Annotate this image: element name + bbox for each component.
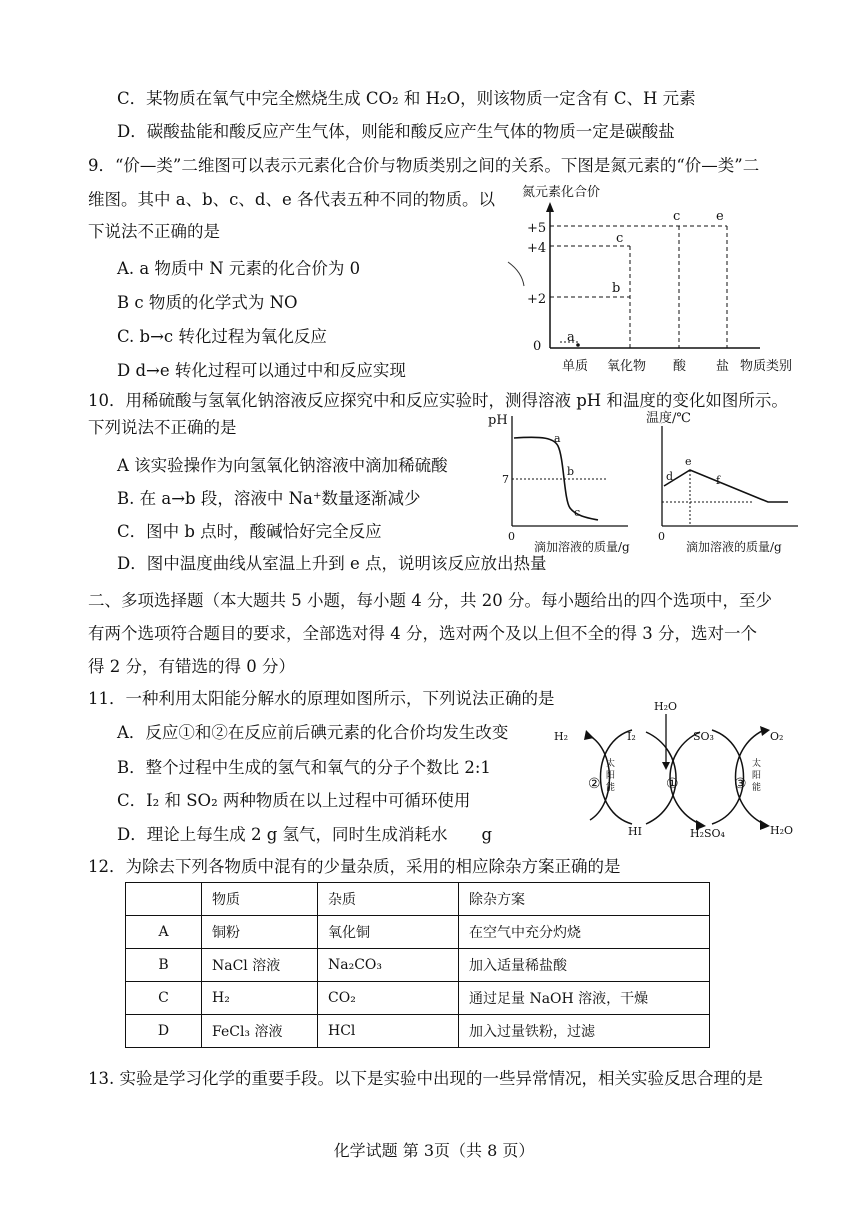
scan-mark [508,262,524,286]
ph-point-b: b [567,465,575,478]
q11-option-a: A．反应①和②在反应前后碘元素的化合价均发生改变 [117,723,509,742]
valence-chart-ylabel: 氮元素化合价 [522,185,601,200]
q11-stem: 11．一种利用太阳能分解水的原理如图所示，下列说法正确的是 [88,689,555,708]
q10-stem-line2: 下列说法不正确的是 [88,418,237,437]
diag-sun-left-1: 太 [606,759,616,769]
temp-point-e: e [685,455,692,468]
category-elemental: 单质 [562,359,589,374]
diag-h2: H₂ [554,730,569,743]
ph-point-c: c [574,506,581,519]
diag-reaction1: ① [666,776,679,792]
ph-chart-ylabel: pH [488,413,508,428]
table-cell: A [126,916,202,949]
q9-option-d: D d→e 转化过程可以通过中和反应实现 [117,361,406,380]
table-cell: FeCl₃ 溶液 [202,1015,318,1048]
q9-stem-line1: 9．“价—类”二维图可以表示元素化合价与物质类别之间的关系。下图是氮元素的“价—类”二 [88,156,760,175]
y-axis-arrow-icon [546,202,554,212]
table-cell: 铜粉 [202,916,318,949]
arrow-to-o2-icon [760,726,770,736]
q9-option-b: B c 物质的化学式为 NO [117,293,298,312]
table-cell: H₂ [202,982,318,1015]
q9-option-c: C. b→c 转化过程为氧化反应 [117,327,327,346]
category-acid: 酸 [673,359,687,374]
q11-option-b: B．整个过程中生成的氢气和氧气的分子个数比 2:1 [117,758,491,777]
ph-tick-7: 7 [502,473,509,486]
q13-stem: 13. 实验是学习化学的重要手段。以下是实验中出现的一些异常情况，相关实验反思合理的是 [88,1069,763,1088]
table-cell: CO₂ [318,982,459,1015]
diag-sun-left-3: 能 [606,783,616,793]
ytick-plus4: +4 [527,241,547,256]
q9-stem-line3: 下说法不正确的是 [88,222,220,241]
table-cell: 通过足量 NaOH 溶液，干燥 [459,982,710,1015]
diag-i2: I₂ [627,730,636,743]
temp-point-f: f [716,474,721,487]
table-header-cell [126,883,202,916]
temp-point-d: d [666,470,674,483]
label-a: a [567,330,575,345]
arrow-to-h2o-out-icon [760,820,770,830]
q11-option-c: C．I₂ 和 SO₂ 两种物质在以上过程中可循环使用 [117,791,471,810]
diag-h2so4: H₂SO₄ [690,827,725,840]
table-header-cell: 除杂方案 [459,883,710,916]
diag-so3: SO₃ [693,730,714,743]
table-row [126,949,710,982]
table-header-cell: 杂质 [318,883,459,916]
diag-reaction3: ③ [734,776,747,792]
ph-chart-xlabel: 滴加溶液的质量/g [534,540,630,554]
table-row [126,982,710,1015]
temp-chart-xlabel: 滴加溶液的质量/g [686,540,782,554]
table-cell: 加入过量铁粉，过滤 [459,1015,710,1048]
section2-line2: 有两个选项符合题目的要求，全部选对得 4 分，选对两个及以上但不全的得 3 分，选对一个 [88,624,757,643]
ph-chart [488,408,638,558]
q10-stem-line1: 10．用稀硫酸与氢氧化钠溶液反应探究中和反应实验时，测得溶液 pH 和温度的变化如图所示。 [88,391,788,410]
label-c-acid: c [673,209,681,224]
diag-hi: HI [628,825,642,838]
valence-chart-xlabel: 物质类别 [740,359,793,374]
temp-origin: 0 [658,530,665,543]
solar-water-splitting-diagram [550,692,810,842]
diag-o2: O₂ [770,730,784,743]
q10-option-b: B. 在 a→b 段，溶液中 Na⁺数量逐渐减少 [117,489,421,508]
q9-option-a: A. a 物质中 N 元素的化合价为 0 [117,259,361,278]
ytick-plus2: +2 [527,292,547,307]
q8-option-d: D．碳酸盐能和酸反应产生气体，则能和酸反应产生气体的物质一定是碳酸盐 [117,122,675,141]
page-footer: 化学试题 第 3页（共 8 页） [333,1141,535,1160]
ph-origin: 0 [508,530,515,543]
temp-curve [664,470,788,502]
ph-point-a: a [554,432,561,445]
table-cell: C [126,982,202,1015]
temp-chart-ylabel: 温度/℃ [646,411,691,426]
temperature-chart [638,408,813,558]
table-row [126,916,710,949]
q8-option-c: C．某物质在氧气中完全燃烧生成 CO₂ 和 H₂O，则该物质一定含有 C、H 元素 [117,89,696,108]
table-cell: 氧化铜 [318,916,459,949]
table-row [126,1015,710,1048]
table-cell: Na₂CO₃ [318,949,459,982]
q10-option-a: A 该实验操作为向氢氧化钠溶液中滴加稀硫酸 [117,456,448,475]
label-b: b [612,281,621,296]
category-salt: 盐 [716,359,730,374]
table-header-row [126,883,710,916]
category-oxide: 氧化物 [607,359,647,374]
q11-option-d [117,824,492,846]
label-c-oxide: c [616,231,624,246]
diag-sun-right-2: 阳 [752,771,762,781]
ytick-plus5: +5 [527,221,547,236]
table-cell: B [126,949,202,982]
q11-option-d-text: D．理论上每生成 2 g 氢气，同时生成消耗水 [117,825,448,844]
diag-sun-right-1: 太 [752,759,762,769]
point-a [576,343,580,347]
q10-option-d: D．图中温度曲线从室温上升到 e 点，说明该反应放出热量 [117,554,547,573]
nitrogen-valence-chart [500,180,800,385]
q11-option-d-unit: g [481,825,493,844]
section2-line1: 二、多项选择题（本大题共 5 小题，每小题 4 分，共 20 分。每小题给出的四个选项中，至少 [88,591,772,610]
section2-line3: 得 2 分，有错选的得 0 分） [88,657,295,676]
down-arrow-icon [662,762,670,770]
q12-stem: 12．为除去下列各物质中混有的少量杂质，采用的相应除杂方案正确的是 [88,857,621,876]
q9-stem-line2: 维图。其中 a、b、c、d、e 各代表五种不同的物质。以 [88,190,495,209]
table-cell: HCl [318,1015,459,1048]
label-e: e [716,209,724,224]
diag-sun-left-2: 阳 [606,771,616,781]
table-cell: D [126,1015,202,1048]
diag-sun-right-3: 能 [752,783,762,793]
table-cell: 在空气中充分灼烧 [459,916,710,949]
diag-reaction2: ② [588,776,601,792]
table-cell: 加入适量稀盐酸 [459,949,710,982]
diag-h2o-top: H₂O [654,700,678,713]
table-header-cell: 物质 [202,883,318,916]
impurity-removal-table [125,882,710,1048]
table-cell: NaCl 溶液 [202,949,318,982]
diag-h2o-out: H₂O [770,824,794,837]
q10-option-c: C．图中 b 点时，酸碱恰好完全反应 [117,522,382,541]
ytick-zero: 0 [533,339,542,354]
